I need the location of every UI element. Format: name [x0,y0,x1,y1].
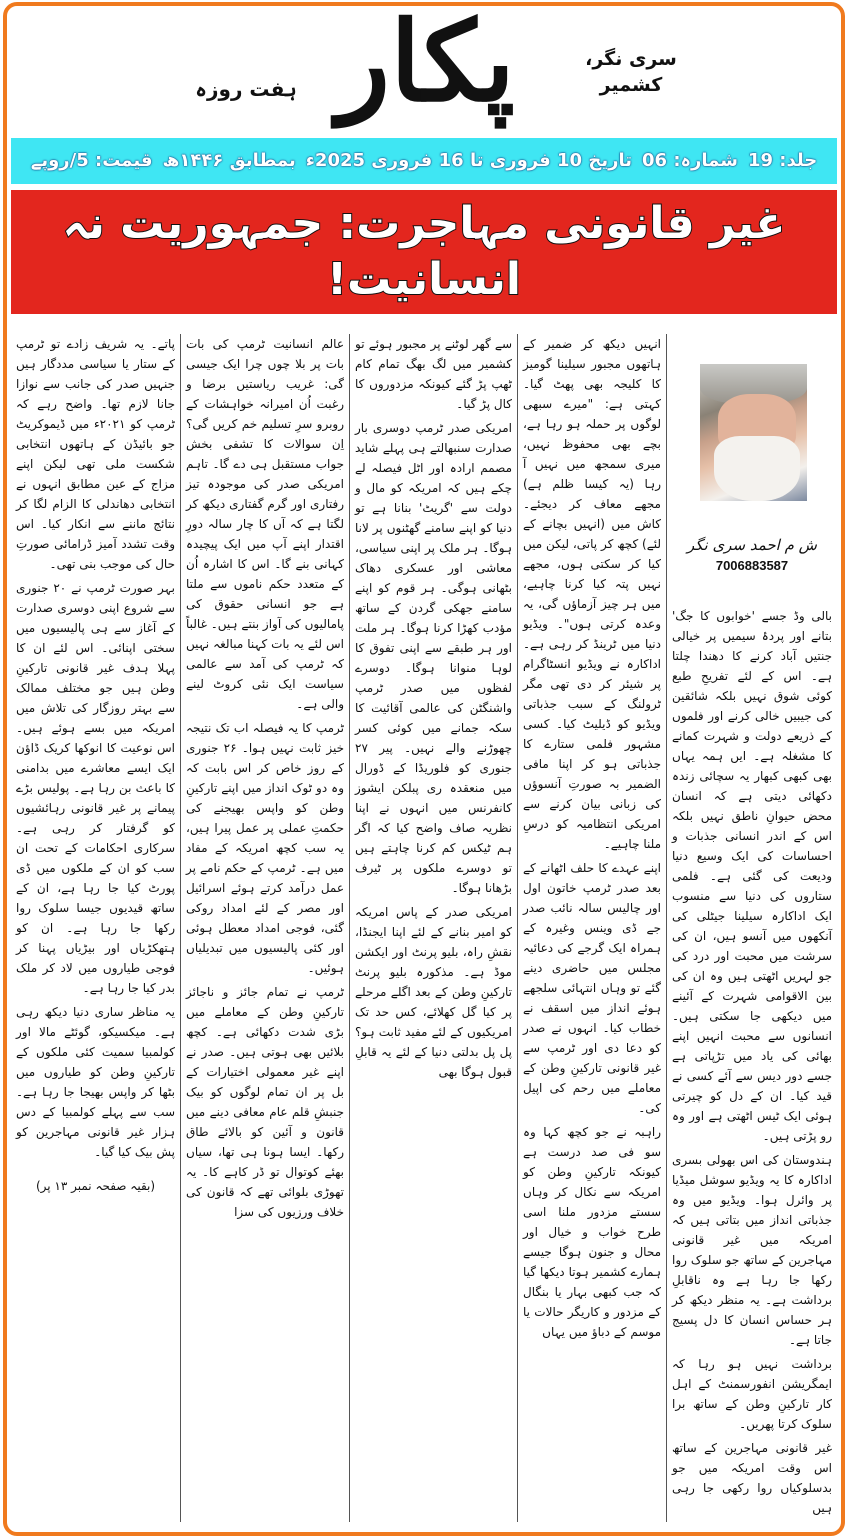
page-frame [3,2,845,1536]
issue-date: تاریخ 10 فروری تا 16 فروری 2025ء [305,150,632,171]
author-photo [700,364,807,501]
masthead-logo [11,0,837,138]
paragraph: غیر قانونی مہاجرین کے ساتھ اس وقت امریکہ میں جو بدسلوکیاں روا رکھی جا رہی ہیں [672,1441,832,1515]
paragraph: برداشت نہیں ہو رہا کہ ایمگریشن انفورسمنٹ کے اہل کار تارکینِ وطن کے ساتھ برا سلوک کرتا پھریں۔ [672,1357,832,1431]
headline-banner [11,190,837,314]
paragraph: انہیں دیکھ کر ضمیر کے ہاتھوں مجبور سیلینا گومیز کا کلیجہ بھی پھٹ گیا۔ کہتی ہے: "میرے سبھی لوگوں پر حملہ ہو رہا ہے، بچے بھی محفوظ نہیں، میری سمجھ میں نہیں آ رہا (یہ کیسا ظلم ہے) مجھے معاف کر دیجئے۔ کاش میں (انہیں بچانے کے لئے) کچھ کر پاتی، لیکن میں کیا کر سکتی ہوں، مجھے نہیں پتہ کیا کرنا چاہیے، میں ہر چیز آزماؤں گی، یہ وعدہ کرتی ہوں"۔ ویڈیو دنیا میں ٹرینڈ کر رہی ہے۔ اداکارہ نے ویڈیو انسٹاگرام پر شیئر کر دی تھی مگر ٹرولنگ کے سبب جذباتی ویڈیو کو ڈیلیٹ کیا۔ کسی مشہور فلمی ستارے کا جذباتی ہو کر اپنا مافی الضمیر بہ صورتِ آنسوؤں کی زبانی بیان کرنے سے امریکی انتظامیہ کو درسِ ملنا چاہیے۔ [523,337,661,851]
article-column-3 [349,334,517,1522]
issue-number: شمارہ: 06 [641,150,738,171]
paragraph: اپنے عہدے کا حلف اٹھانے کے بعد صدر ٹرمپ خاتون اول اور چالیس سالہ نائب صدر جے ڈی وینس وغیرہ کے ہمراہ ایک گرجے کی دعائیہ مجلس میں حاضری دینے گئے تو وہاں انتہائی سلجھے ہوئے انداز میں اسقف نے خطاب کیا۔ انہوں نے صدر کو دعا دی اور ٹرمپ سے غیر قانونی تارکینِ وطن کے معاملے میں رحم کی اپیل کی۔ [523,861,661,1115]
paragraph: یہ مناظر ساری دنیا دیکھ رہی ہے۔ میکسیکو، گوئٹے مالا اور کولمبیا سمیت کئی ملکوں کے تارکینِ وطن کو طیاروں میں بٹھا کر واپس بھیجا جا رہا ہے۔ سب سے پہلے کولمبیا کے دس ہزار غیر قانونی مہاجرین کو پش بیک کیا گیا۔ [16,1005,175,1159]
paragraph: پاتے۔ یہ شریف زادے تو ٹرمپ کے ستار یا سیاسی مددگار ہیں جنہیں صدر کی جانب سے نوازا جانا لازم تھا۔ واضح رہے کہ ٹرمپ کو ۲۰۲۱ء میں ڈیموکریٹ جو بائیڈن کے ہاتھوں انتخابی شکست ملی تھی لیکن اپنے مزاج کے عین مطابق انہوں نے انتخابی دھاندلی کا الزام لگا کر نتائج ماننے سے انکار کیا۔ اس وقت تشدد آمیز ڈرامائی صورتِ حال کی موجب بنی تھی۔ [16,337,176,571]
paragraph: امریکی صدر کے پاس امریکہ کو امیر بنانے کے لئے اپنا ایجنڈا، نقشِ راہ، بلیو پرنٹ اور ایکشن موڈ ہے۔ مذکورہ بلیو پرنٹ تارکینِ وطن کے بعد اگلے مرحلے پر کیا گل کھلائے، کس حد تک امریکیوں کے لئے مفید ثابت ہو؟ پل پل بدلتی دنیا کے لئے یہ قابلِ قبول ہوگا بھی [355,905,512,1079]
author-phone: 7006883587 [715,558,789,573]
paragraph: ہندوستان کی اس بھولی بسری اداکارہ کا یہ ویڈیو سوشل میڈیا پر وائرل ہوا۔ ویڈیو میں وہ جذباتی انداز میں بتاتی ہیں کہ امریکہ میں غیر قانونی مہاجرین کے ساتھ جو سلوک روا رکھا جا رہا ہے وہ ناقابلِ برداشت ہے۔ یہ منظر دیکھ کر ہر حساس انسان کا دل پسیج جاتا ہے۔ [672,1153,832,1347]
paragraph: بہر صورت ٹرمپ نے ۲۰ جنوری سے شروع اپنی دوسری صدارت کے آغاز سے ہی پالیسیوں میں سختی اپنائی۔ اس لئے ان کا پہلا ہدف غیر قانونی تارکینِ وطن ہیں جو مختلف ممالک سے بہتر روزگار کی تلاش میں امریکہ میں بسے ہوئے ہیں۔ اس نوعیت کا انوکھا کریک ڈاؤن ایک ایسے معاشرے میں بدامنی کا باعث بن رہا ہے۔ پولیس بڑے پیمانے پر غیر قانونی رہائشیوں کو گرفتار کر رہی ہے۔ سرکاری احکامات کے تحت ان سب کو ان کے ملکوں میں ڈی پورٹ کیا جا رہا ہے، ان کے ساتھ قیدیوں جیسا سلوک روا رکھا جا رہا ہے۔ ان کو ہتھکڑیاں اور بیڑیاں پہنا کر فوجی طیاروں میں لاد کر ملک بدر کیا جا رہا ہے۔ [16,581,175,995]
paragraph: امریکی صدر ٹرمپ دوسری بار صدارت سنبھالتے ہی پہلے شاید مصمم ارادہ اور اٹل فیصلہ لے چکے ہیں کہ امریکہ کو مال و دولت سے 'گریٹ' بنانا ہے تو دنیا کو اپنے سامنے گھٹنوں پر لانا ہوگا۔ ہر ملک پر اپنی سیاسی، معاشی اور عسکری دھاک بٹھانی ہوگی۔ ہر قوم کو اپنے سامنے جھکی گردن کے ساتھ مؤدب کھڑا کرنا ہوگا۔ ہر ملت اور ہر طبقے سے اپنی تفوق کا لوہا منوانا ہوگا۔ دوسرے لفظوں میں صدر ٹرمپ واشنگٹن کی عالمی آقائیت کا سکہ جمانے میں کوئی کسر چھوڑنے والے نہیں۔ پیر ۲۷ جنوری کو فلوریڈا کے ڈورال میں منعقدہ ری پبلکن ایشوز کانفرنس میں انہوں نے اپنا نظریہ صاف واضح کیا کہ اگر ہم ٹیکس کم کرنا چاہتے ہیں تو دوسرے ملکوں پر ٹیرف بڑھانا ہوگا۔ [355,421,512,895]
paragraph: بالی وڈ جسے 'خوابوں کا جگ' بتانے اور پردۂ سیمیں پر خیالی جنتیں آباد کرنے کا دھندا چلتا ہے۔ اس کے لئے تفریحِ طبع کوئی شوق نہیں بلکہ شائقین کی جیبیں خالی کرنے اور فلموں کے ذریعے دولت و شہرت کمانے کا مشغلہ ہے۔ ایں ہمہ یہاں بھی کبھی کبھار یہ سچائی زندہ دکھائی دیتی ہے کہ انسان محض حیوانِ ناطق نہیں بلکہ اس کے اندر انسانی جذبات و احساسات کی ایک وسیع دنیا ودیعت کی گئی ہے۔ فلمی ستاروں کی دنیا سے منسوب ایک اداکارہ سیلینا جیٹلی کی آنکھوں میں آنسو ہیں، ان کی سرشت میں محبت اور درد کی جو لہریں اٹھتی ہیں وہ ان کی بین الاقوامی شہرت کے آئینے میں دیکھی جا سکتی ہیں۔ انسانوں سے محبت انہیں اپنے بھائی کی یاد میں تڑپاتی ہے جسے دور دیس سے آئے کسی نے قید کیا۔ ان کے دل کو چیرتی ہوئی ایک ٹیس اٹھتی ہے اور وہ رو پڑتی ہیں۔ [672,609,832,1143]
headline: غیر قانونی مہاجرت: جمہوریت نہ انسانیت! [62,198,786,305]
paragraph: سے گھر لوٹنے پر مجبور ہوئے تو کشمیر میں لگ بھگ تمام کام ٹھپ پڑ گئے کیونکہ مزدوروں کا کال پڑ گیا۔ [355,337,512,411]
article-column-1 [667,334,837,1522]
newspaper-title: پکار [337,0,515,126]
frequency-label: ہفت روزہ [195,77,297,101]
issue-info-bar [11,138,837,184]
hijri-date: بمطابق ۱۴۴۶ھ [162,150,296,171]
paragraph: راہبہ نے جو کچھ کہا وہ سو فی صد درست ہے کیونکہ تارکینِ وطن کو امریکہ سے نکال کر وہاں سستے مزدور ملنا اسی طرح خواب و خیال اور محال و جنون ہوگا جیسے ہمارے کشمیر ہوتا دیکھا گیا کہ جب کبھی بہار یا بنگال کے مزدور و کاریگر حالات یا موسم کے دباؤ میں یہاں [523,1125,661,1339]
volume: جلد: 19 [747,150,818,171]
author-name: ش م احمد سری نگر [687,536,817,554]
location-label: سری نگر، کشمیر [585,48,677,96]
article-column-5 [11,334,180,1522]
paragraph: ٹرمپ کا یہ فیصلہ اب تک نتیجہ خیز ثابت نہیں ہوا۔ ۲۶ جنوری کے روز خاص کر اس بابت کہ وہ دو ٹوک انداز میں اپنے تارکینِ وطن کو واپس بھیجنے کی حکمتِ عملی پر عمل پیرا ہیں، یہ سب کچھ امریکہ کے مفاد میں ہے۔ ٹرمپ کے حکم نامے پر عمل درآمد کرتے ہوئے اسرائیل اور مصر کے لئے امداد روکی گئی، فوجی امداد معطل ہوئی اور کئی پالیسیوں میں تبدیلیاں ہوئیں۔ [186,721,344,975]
article-column-2 [517,334,667,1522]
price: قیمت: 5/روپے [30,150,153,171]
paragraph: ٹرمپ نے تمام جائز و ناجائز تارکینِ وطن کے معاملے میں بڑی شدت دکھائی ہے۔ کچھ بلائیں بھی ہوتی ہیں۔ صدر نے اپنے غیر معمولی اختیارات کے بل پر ان تمام لوگوں کو بیک جنبشِ قلم عام معافی دینے میں قانون و آئین کو بالائے طاق رکھا۔ ایسا ہونا ہی تھا، سیاں بھئے کوتوال تو ڈر کاہے کا۔ یہ تھوڑی بلوائی تھے کہ قانون کی خلاف ورزیوں کی سزا [186,985,344,1219]
article-column-4 [180,334,349,1522]
article-columns [11,334,837,1522]
continued-on-page: (بقیہ صفحہ نمبر ۱۳ پر) [35,1179,156,1193]
author-photo-box [672,334,832,514]
paragraph: عالم انسانیت ٹرمپ کی بات بات پر بلا چوں چرا ایک جیسی گی: غریب ریاستیں برضا و رغبت اُن امیرانہ خواہشات کے روبرو سرِ تسلیم خم کریں گی؟ اِن سوالات کا تشفی بخش جواب مستقبل ہی دے گا۔ تاہم امریکی صدر کی موجودہ تیز رفتاری اور گرم گفتاری دیکھ کر لگتا ہے کہ آں کا چار سالہ دورِ اقتدار اپنے آپ میں ایک پیچیدہ کہانی بنے گا۔ اس کا اشارہ اُن کے متعدد حکم ناموں سے ملتا ہے جو انسانی حقوق کی پامالیوں کی آواز بنتے ہیں۔ غالباً اس لئے یہ بات کہنا مبالغہ نہیں کہ ٹرمپ کی آمد سے عالمی سیاست ایک نئی کروٹ لینے والی ہے۔ [186,337,344,711]
